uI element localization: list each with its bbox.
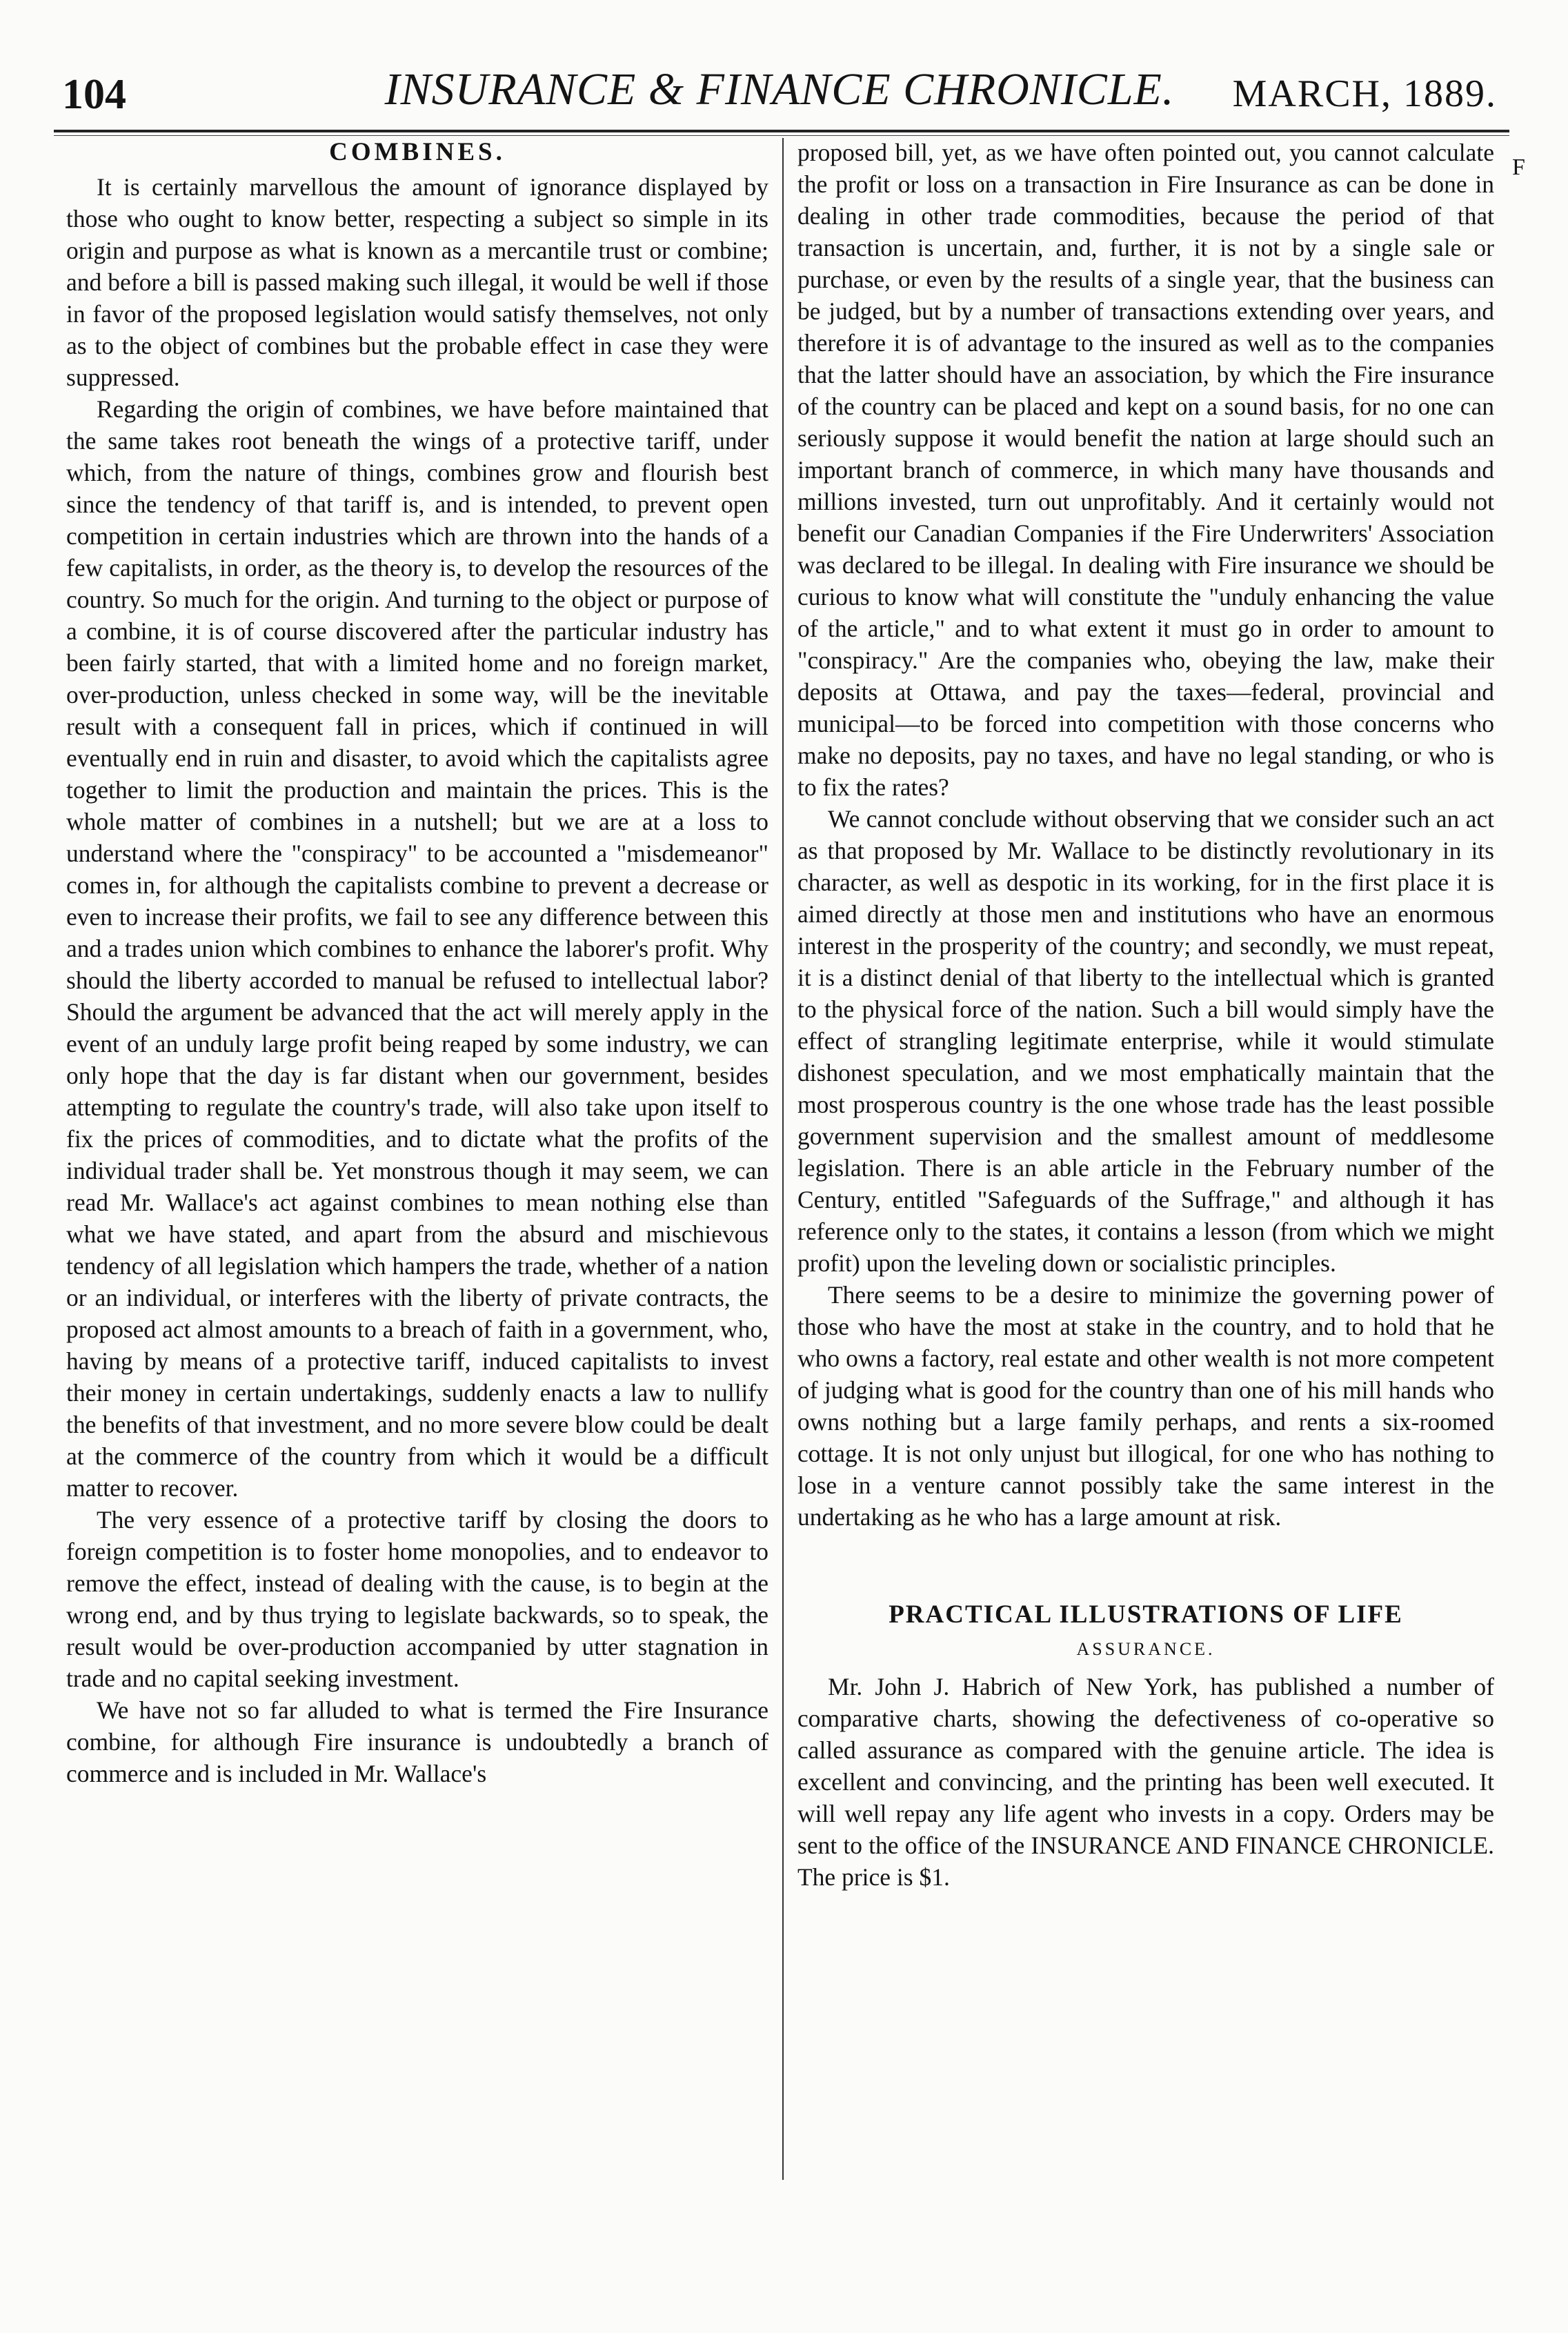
article-paragraph: Regarding the origin of combines, we have before maintained that the same takes root beneath the wings of a protective tariff, under which, from the nature of things, combines grow and flourish best since the tendency of that tariff is, and is intended, to prevent open competition in certain industries which are thrown into the hands of a few capitalists, in order, as the theory is, to develop the resources of the country. So much for the origin. And turning to the object or purpose of a combine, it is of course discovered after the particular industry has been fairly started, that with a limited home and no foreign market, over-production, unless checked in some way, will be the inevitable result with a consequent fall in prices, which if continued in will eventually end in ruin and disaster, to avoid which the capitalists agree together to limit the production and maintain the prices. This is the whole matter of combines in a nutshell; but we are at a loss to understand where the "conspiracy" to be accounted a "misdemeanor" comes in, for although the capitalists combine to prevent a decrease or even to increase their profits, we fail to see any difference between this and a trades union which combines to enhance the laborer's profit. Why should the liberty accorded to manual be refused to intellectual labor? Should the argument be advanced that the act will merely apply in the event of an unduly large profit being reaped by some industry, we can only hope that the day is far distant when our government, besides attempting to regulate the country's trade, will also take upon itself to fix the prices of commodities, and to dictate what the profits of the individual trader shall be. Yet monstrous though it may seem, we can read Mr. Wallace's act against combines to mean nothing else than what we have stated, and apart from the absurd and mischievous tendency of all legislation which hampers the trade, whether of a nation or an individual, or interferes with the liberty of private contracts, the proposed act almost amounts to a breach of faith in a government, who, having by means of a protective tariff, induced capitalists to invest their money in certain undertakings, suddenly enacts a law to nullify the benefits of that investment, and no more severe blow could be dealt at the commerce of the country from which it would be a difficult matter to recover.: [66, 395, 768, 1502]
header-rule: [54, 130, 1509, 132]
issue-date: MARCH, 1889.: [1232, 72, 1497, 115]
right-column: [797, 137, 1494, 1893]
article-paragraph: We have not so far alluded to what is termed the Fire Insurance combine, for although Fire insurance is undoubtedly a branch of commerce and is included in Mr. Wallace's: [66, 1696, 768, 1787]
article-paragraph: There seems to be a desire to minimize the governing power of those who have the most at stake in the country, and to hold that he who owns a factory, real estate and other wealth is not more competent of judging what is good for the country than one of his mill hands who owns nothing but a large family perhaps, and rents a six-roomed cottage. It is not only unjust but illogical, for one who has nothing to lose in a venture cannot possibly take the same interest in the undertaking as he who has a large amount at risk.: [797, 1281, 1494, 1531]
margin-mark: F: [1512, 155, 1525, 180]
article-title-practical: PRACTICAL ILLUSTRATIONS OF LIFE: [889, 1600, 1403, 1629]
page-number: 104: [62, 71, 126, 118]
header-rule-thin: [54, 135, 1509, 136]
left-column: [66, 137, 768, 1789]
article-paragraph: It is certainly marvellous the amount of ignorance displayed by those who ought to know better, respecting a subject so simple in its origin and purpose as what is known as a mercantile trust or combine; and before a bill is passed making such illegal, it would be well if those in favor of the proposed legislation would satisfy themselves, not only as to the object of combines but the probable effect in case they were suppressed.: [66, 173, 768, 391]
running-header: [62, 63, 1497, 127]
masthead-title: INSURANCE & FINANCE CHRONICLE.: [384, 64, 1175, 115]
column-divider: [782, 138, 784, 2180]
article-paragraph: Mr. John J. Habrich of New York, has published a number of comparative charts, showing the defectiveness of co-operative so called assurance as compared with the genuine article. The idea is excellent and convincing, and the printing has been well executed. It will well repay any life agent who invests in a copy. Orders may be sent to the office of the INSURANCE AND FINANCE CHRONICLE. The price is $1.: [797, 1673, 1494, 1891]
article-subtitle: ASSURANCE.: [1076, 1639, 1215, 1659]
article-paragraph-continued: proposed bill, yet, as we have often pointed out, you cannot calculate the profit or loss on a transaction in Fire Insurance as can be done in dealing in other trade commodities, because the period of that transaction is uncertain, and, further, it is not by a single sale or purchase, or even by the results of a single year, that the business can be judged, but by a number of transactions extending over years, and therefore it is of advantage to the insured as well as to the companies that the latter should have an association, by which the Fire insurance of the country can be placed and kept on a sound basis, for no one can seriously suppose it would benefit the nation at large should such an important branch of commerce, in which many have thousands and millions invested, turn out unprofitably. And it certainly would not benefit our Canadian Companies if the Fire Underwriters' Association was declared to be illegal. In dealing with Fire insurance we should be curious to know what will constitute the "unduly enhancing the value of the article," and to what extent it must go in order to amount to "conspiracy." Are the companies who, obeying the law, make their deposits at Ottawa, and pay the taxes—federal, provincial and municipal—to be forced into competition with those concerns who make no deposits, pay no taxes, and have no legal standing, or who is to fix the rates?: [797, 139, 1494, 801]
article-paragraph: We cannot conclude without observing that we consider such an act as that proposed by Mr. Wallace to be distinctly revolutionary in its character, as well as despotic in its working, for in the first place it is aimed directly at those men and institutions who have an enormous interest in the prosperity of the country; and secondly, we must repeat, it is a distinct denial of that liberty to the intellectual which is granted to the physical force of the nation. Such a bill would simply have the effect of strangling legitimate enterprise, while it would stimulate dishonest speculation, and we most emphatically maintain that the most prosperous country is the one whose trade has the least possible government supervision and the smallest amount of meddlesome legislation. There is an able article in the February number of the Century, entitled "Safeguards of the Suffrage," and although it has reference only to the states, it contains a lesson (from which we might profit) upon the leveling down or socialistic principles.: [797, 805, 1494, 1277]
article-paragraph: The very essence of a protective tariff by closing the doors to foreign competition is to foster home monopolies, and to endeavor to remove the effect, instead of dealing with the cause, is to begin at the wrong end, and by thus trying to legislate backwards, so to speak, the result would be over-production accompanied by utter stagnation in trade and no capital seeking investment.: [66, 1506, 768, 1692]
article-title-combines: COMBINES.: [329, 138, 506, 166]
